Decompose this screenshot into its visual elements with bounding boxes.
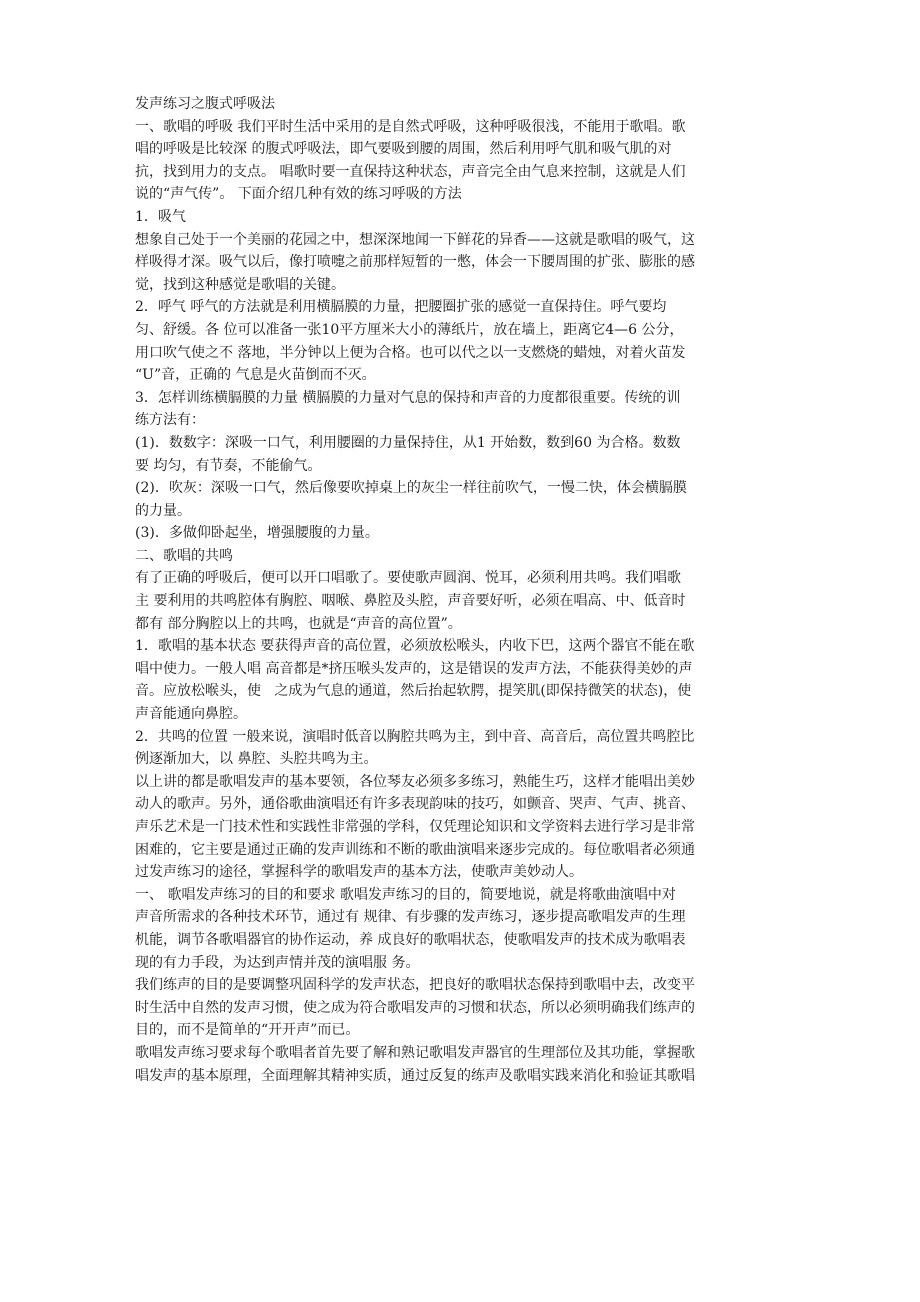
text-line: 要 均匀，有节奏，不能偷气。 [135, 457, 322, 474]
list-item: (1)．数数字：深吸一口气，利用腰圈的力量保持住，从1 开始数，数到60 为合格。数数 [135, 434, 681, 451]
text-line: 以上讲的都是歌唱发声的基本要领，各位琴友必须多多练习，熟能生巧，这样才能唱出美妙 [135, 773, 695, 790]
text-line: 唱中使力。一般人唱 高音都是*挤压喉头发声的，这是错误的发声方法，不能获得美妙的声 [135, 660, 693, 677]
text-line: 唱发声的基本原理，全面理解其精神实质，通过反复的练声及歌唱实践来消化和验证其歌唱 [135, 1067, 695, 1084]
text-line: 过发声练习的途径，掌握科学的歌唱发声的基本方法，使歌声美妙动人。 [135, 864, 583, 881]
text-line: 都有 部分胸腔以上的共鸣，也就是“声音的高位置”。 [135, 615, 462, 632]
section-heading: 二、歌唱的共鸣 [135, 547, 233, 564]
text-line: 我们练声的目的是要调整巩固科学的发声状态，把良好的歌唱状态保持到歌唱中去，改变平 [135, 977, 695, 994]
text-line: 困难的，它主要是通过正确的发声训练和不断的歌曲演唱来逐步完成的。每位歌唱者必须通 [135, 841, 695, 858]
text-line: 例逐渐加大，以 鼻腔、头腔共鸣为主。 [135, 751, 378, 768]
section-heading: 一、 歌唱发声练习的目的和要求 歌唱发声练习的目的，简要地说，就是将歌曲演唱中对 [135, 886, 676, 903]
text-line: 现的有力手段，为达到声情并茂的演唱服 务。 [135, 954, 420, 971]
text-line: 唱的呼吸是比较深 的腹式呼吸法，即气要吸到腰的周围，然后利用呼气肌和吸气肌的对 [135, 141, 672, 158]
text-line: 想象自己处于一个美丽的花园之中，想深深地闻一下鲜花的异香——这就是歌唱的吸气，这 [135, 231, 695, 248]
text-line: 觉，找到这种感觉是歌唱的关键。 [135, 276, 345, 293]
text-line: 声音所需求的各种技术环节，通过有 规律、有步骤的发声练习，逐步提高歌唱发声的生理 [135, 909, 686, 926]
text-line: “U”音，正确的 气息是火苗倒而不灭。 [135, 367, 376, 384]
text-line: 的力量。 [135, 502, 191, 519]
text-line: 目的，而不是简单的“开开声”而已。 [135, 1022, 360, 1039]
text-line: 抗，找到用力的支点。 唱歌时要一直保持这种状态，声音完全由气息来控制，这就是人们 [135, 163, 686, 180]
text-line: 声音能通向鼻腔。 [135, 706, 247, 723]
text-line: 说的“声气传”。 下面介绍几种有效的练习呼吸的方法 [135, 186, 462, 203]
subsection-heading: 1．吸气 [135, 208, 186, 225]
text-line: 样吸得才深。吸气以后，像打喷嚏之前那样短暂的一憋，体会一下腰周围的扩张、膨胀的感 [135, 254, 695, 271]
text-line: 声乐艺术是一门技术性和实践性非常强的学科，仅凭理论知识和文学资料去进行学习是非常 [135, 819, 695, 835]
subsection-heading: 2．共鸣的位置 一般来说，演唱时低音以胸腔共鸣为主，到中音、高音后，高位置共鸣腔比 [135, 728, 695, 745]
subsection-heading: 2．呼气 呼气的方法就是利用横膈膜的力量，把腰圈扩张的感觉一直保持住。呼气要均 [135, 299, 667, 316]
subsection-heading: 3．怎样训练横膈膜的力量 横膈膜的力量对气息的保持和声音的力度都很重要。传统的训 [135, 389, 681, 406]
text-line: 时生活中自然的发声习惯，使之成为符合歌唱发声的习惯和状态，所以必须明确我们练声的 [135, 999, 695, 1016]
list-item: (2)．吹灰：深吸一口气，然后像要吹掉桌上的灰尘一样往前吹气，一慢二快，体会横膈膜 [135, 480, 687, 497]
subsection-heading: 1．歌唱的基本状态 要获得声音的高位置，必须放松喉头，内收下巴，这两个器官不能在歌 [135, 638, 695, 655]
text-line: 匀、舒缓。各 位可以准备一张10平方厘米大小的薄纸片，放在墙上，距离它4—6 公分， [135, 321, 684, 338]
text-line: 歌唱发声练习要求每个歌唱者首先要了解和熟记歌唱发声器官的生理部位及其功能，掌握歌 [135, 1044, 695, 1061]
text-line: 有了正确的呼吸后，便可以开口唱歌了。要使歌声圆润、悦耳，必须利用共鸣。我们唱歌 [135, 570, 681, 587]
text-line: 练方法有： [135, 412, 205, 429]
list-item: (3)．多做仰卧起坐，增强腰腹的力量。 [135, 525, 379, 542]
text-line: 机能，调节各歌唱器官的协作运动，养 成良好的歌唱状态，使歌唱发声的技术成为歌唱表 [135, 931, 686, 948]
text-line: 音。应放松喉头，使 之成为气息的通道，然后抬起软腭，提笑肌(即保持微笑的状态)，使 [135, 683, 692, 700]
text-line: 用口吹气使之不 落地，半分钟以上便为合格。也可以代之以一支燃烧的蜡烛，对着火苗发 [135, 344, 686, 361]
document-title: 发声练习之腹式呼吸法 [135, 96, 275, 112]
text-line: 主 要利用的共鸣腔体有胸腔、咽喉、鼻腔及头腔，声音要好听，必须在唱高、中、低音时 [135, 593, 686, 610]
section-heading: 一、歌唱的呼吸 我们平时生活中采用的是自然式呼吸，这种呼吸很浅，不能用于歌唱。歌 [135, 118, 686, 135]
document-page [135, 93, 800, 1087]
text-line: 动人的歌声。另外，通俗歌曲演唱还有许多表现韵味的技巧，如颤音、哭声、气声、挑音、 [135, 796, 695, 813]
